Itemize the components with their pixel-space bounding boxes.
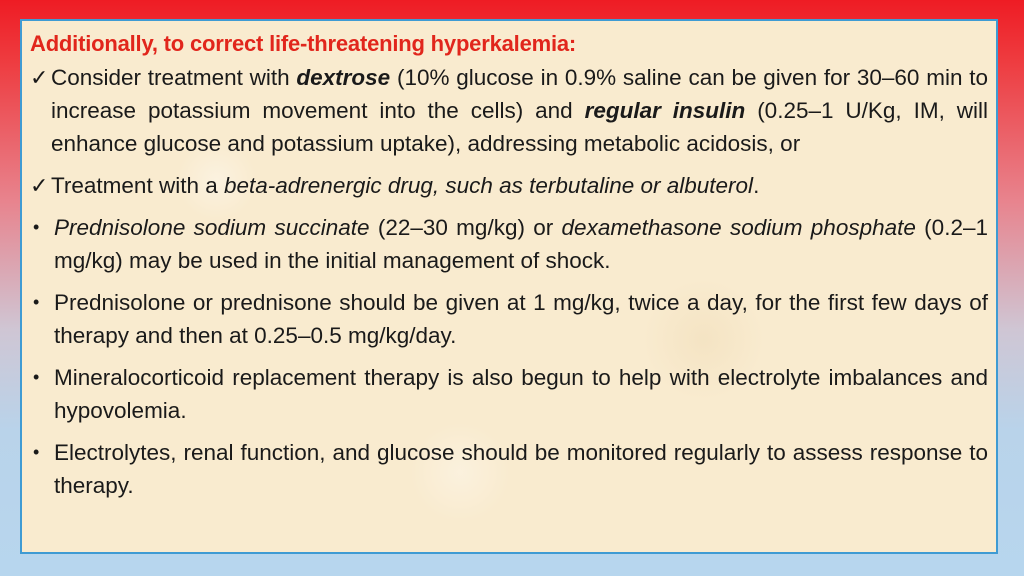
bullet-icon: • bbox=[33, 292, 40, 312]
list-item-text bbox=[51, 169, 988, 202]
text-run: (0.25–1 U/Kg, IM, will enhance glucose and potassium uptake), addressing metabolic acidosis, or bbox=[51, 98, 988, 156]
list-item-prednisolone-succinate bbox=[30, 211, 988, 277]
emphasis-dexamethasone: dexamethasone sodium phosphate bbox=[561, 215, 916, 240]
text-run: (0.2–1 mg/kg) may be used in the initial management of shock. bbox=[54, 215, 988, 273]
text-run: Consider treatment with bbox=[51, 65, 297, 90]
slide-heading: Additionally, to correct life-threatening hyperkalemia: bbox=[30, 31, 577, 56]
emphasis-dextrose: dextrose bbox=[296, 65, 391, 90]
emphasis-prednisolone-succinate: Prednisolone sodium succinate bbox=[54, 215, 370, 240]
list-item-text: Mineralocorticoid replacement therapy is also begun to help with electrolyte imbalances and hypovolemia. bbox=[54, 365, 988, 423]
list-item-mineralocorticoid bbox=[30, 361, 988, 427]
text-run: . bbox=[753, 173, 760, 198]
text-run: (10% glucose in 0.9% saline can be given for 30–60 min to increase potassium movement into the cells) and bbox=[51, 65, 988, 123]
list-item-monitoring bbox=[30, 436, 988, 502]
checkmark-icon: ✓ bbox=[30, 65, 49, 90]
list-item-text bbox=[51, 61, 988, 160]
list-item-text: Prednisolone or prednisone should be given at 1 mg/kg, twice a day, for the first few days of therapy and then at 0.25–0.5 mg/kg/day. bbox=[54, 290, 988, 348]
list-item-dextrose-insulin bbox=[30, 61, 988, 160]
text-run: (22–30 mg/kg) or bbox=[369, 215, 562, 240]
checkmark-icon: ✓ bbox=[30, 173, 49, 198]
slide-content-box bbox=[20, 19, 998, 554]
bullet-icon: • bbox=[33, 217, 40, 237]
bullet-icon: • bbox=[33, 367, 40, 387]
bullet-icon: • bbox=[33, 442, 40, 462]
list-item-beta-adrenergic bbox=[30, 169, 988, 202]
list-item-text: Electrolytes, renal function, and glucose should be monitored regularly to assess response to therapy. bbox=[54, 440, 988, 498]
list-item-prednisone-dosing bbox=[30, 286, 988, 352]
emphasis-beta-adrenergic: beta-adrenergic drug, such as terbutaline or albuterol bbox=[223, 173, 754, 198]
list-item-text bbox=[54, 211, 988, 277]
emphasis-regular-insulin: regular insulin bbox=[584, 98, 746, 123]
text-run: Treatment with a bbox=[51, 173, 224, 198]
